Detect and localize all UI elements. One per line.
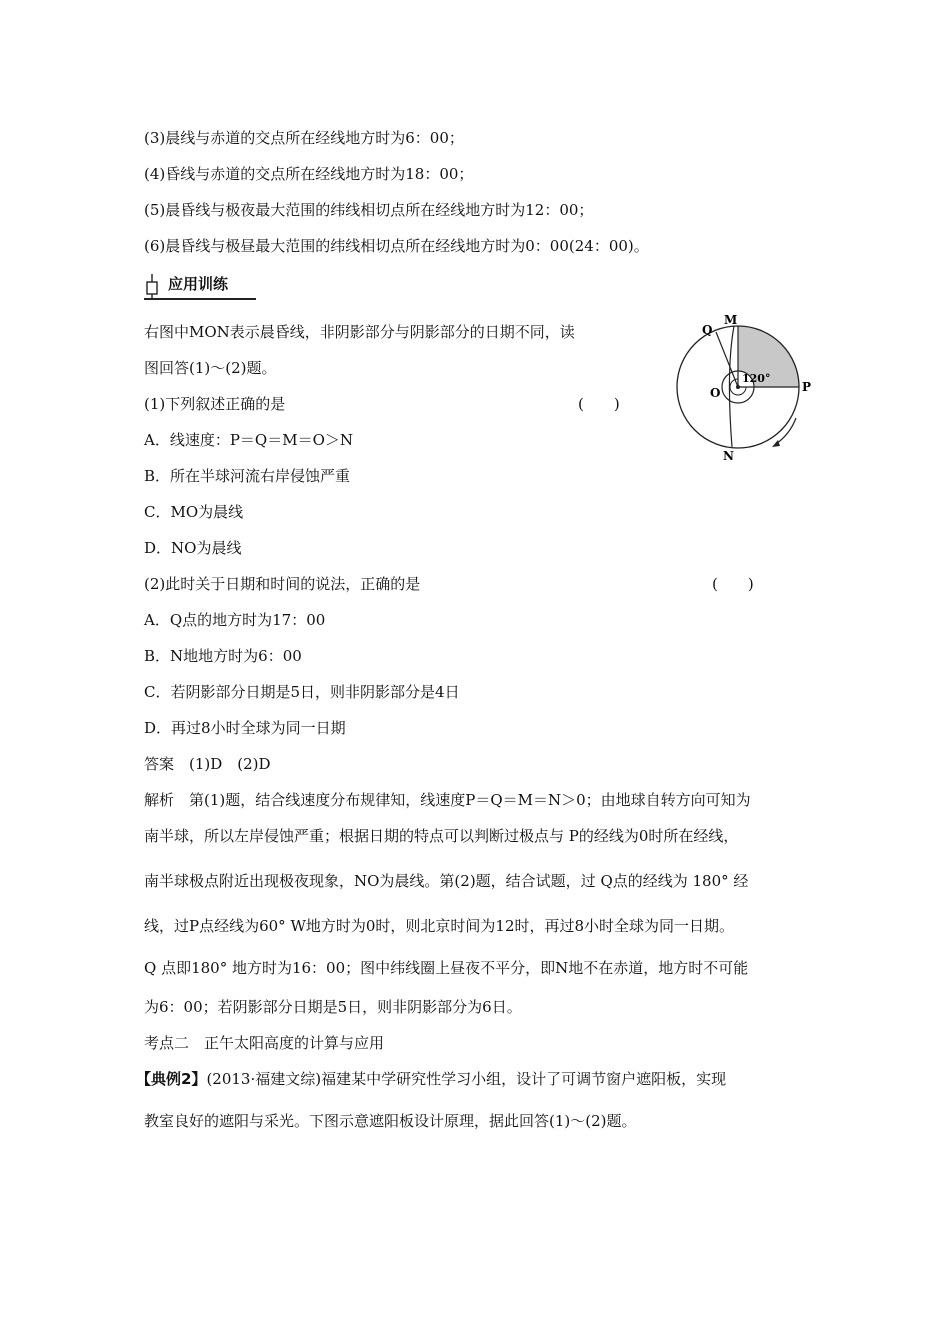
- example-line-2: 教室良好的遮阳与采光。下图示意遮阳板设计原理，据此回答(1)～(2)题。: [144, 1112, 637, 1130]
- label-n: N: [723, 449, 734, 460]
- rotation-arrow: [776, 418, 796, 444]
- label-q: Q: [702, 323, 713, 337]
- q2-option-b: B．N地地方时为6：00: [144, 647, 302, 665]
- pencil-marker-icon: [144, 274, 164, 298]
- fact-4: (4)昏线与赤道的交点所在经线地方时为18：00；: [144, 165, 474, 183]
- analysis-line-1: 解析 第(1)题，结合线速度分布规律知，线速度P＝Q＝M＝N＞0；由地球自转方向可知为: [144, 791, 751, 809]
- q2-answer-bracket: ( ): [712, 575, 754, 593]
- label-m: M: [724, 313, 738, 327]
- q2-option-d: D．再过8小时全球为同一日期: [144, 719, 346, 737]
- analysis-line-2: 南半球，所以左岸侵蚀严重；根据日期的特点可以判断过极点与 P的经线为0时所在经线，: [144, 827, 739, 845]
- analysis-line-4: 线，过P点经线为60° W地方时为0时，则北京时间为12时，再过8小时全球为同一日期。: [144, 917, 735, 935]
- q1-option-a: A．线速度：P＝Q＝M＝O＞N: [144, 431, 354, 449]
- rotation-arrowhead-icon: [772, 440, 780, 447]
- section-heading: [144, 274, 256, 300]
- fact-6: (6)晨昏线与极昼最大范围的纬线相切点所在经线地方时为0：00(24：00)。: [144, 237, 649, 255]
- q1-answer-bracket: ( ): [578, 395, 620, 413]
- label-o: O: [710, 386, 721, 400]
- analysis-line-3: 南半球极点附近出现极夜现象，NO为晨线。第(2)题，结合试题，过 Q点的经线为 180° 经: [144, 872, 749, 890]
- intro-line-1: 右图中MON表示晨昏线，非阴影部分与阴影部分的日期不同，读: [144, 323, 575, 341]
- pole-point: [736, 385, 740, 389]
- section-title: 应用训练: [168, 275, 229, 293]
- answer: 答案 (1)D (2)D: [144, 755, 271, 773]
- intro-line-2: 图回答(1)～(2)题。: [144, 359, 277, 377]
- example-label: 【典例2】: [136, 1070, 207, 1088]
- q1-stem: (1)下列叙述正确的是: [144, 395, 286, 413]
- q1-option-b: B．所在半球河流右岸侵蚀严重: [144, 467, 351, 485]
- q2-option-c: C．若阴影部分日期是5日，则非阴影部分是4日: [144, 683, 460, 701]
- q1-option-d: D．NO为晨线: [144, 539, 242, 557]
- label-angle: 120°: [742, 372, 771, 385]
- example-text-1: (2013·福建文综)福建某中学研究性学习小组，设计了可调节窗户遮阳板，实现: [206, 1070, 727, 1088]
- example-line-1: [136, 1069, 726, 1089]
- label-p: P: [802, 380, 812, 394]
- fact-3: (3)晨线与赤道的交点所在经线地方时为6：00；: [144, 129, 464, 147]
- topic-heading: 考点二 正午太阳高度的计算与应用: [144, 1034, 385, 1052]
- q2-option-a: A．Q点的地方时为17：00: [144, 611, 326, 629]
- earth-terminator-diagram: [672, 310, 822, 460]
- fact-5: (5)晨昏线与极夜最大范围的纬线相切点所在经线地方时为12：00；: [144, 201, 594, 219]
- q1-option-c: C．MO为晨线: [144, 503, 244, 521]
- analysis-line-5: Q 点即180° 地方时为16：00；图中纬线圈上昼夜不平分，即N地不在赤道，地方时不可能: [144, 959, 749, 977]
- analysis-line-6: 为6：00；若阴影部分日期是5日，则非阴影部分为6日。: [144, 998, 522, 1016]
- q2-stem: (2)此时关于日期和时间的说法，正确的是: [144, 575, 421, 593]
